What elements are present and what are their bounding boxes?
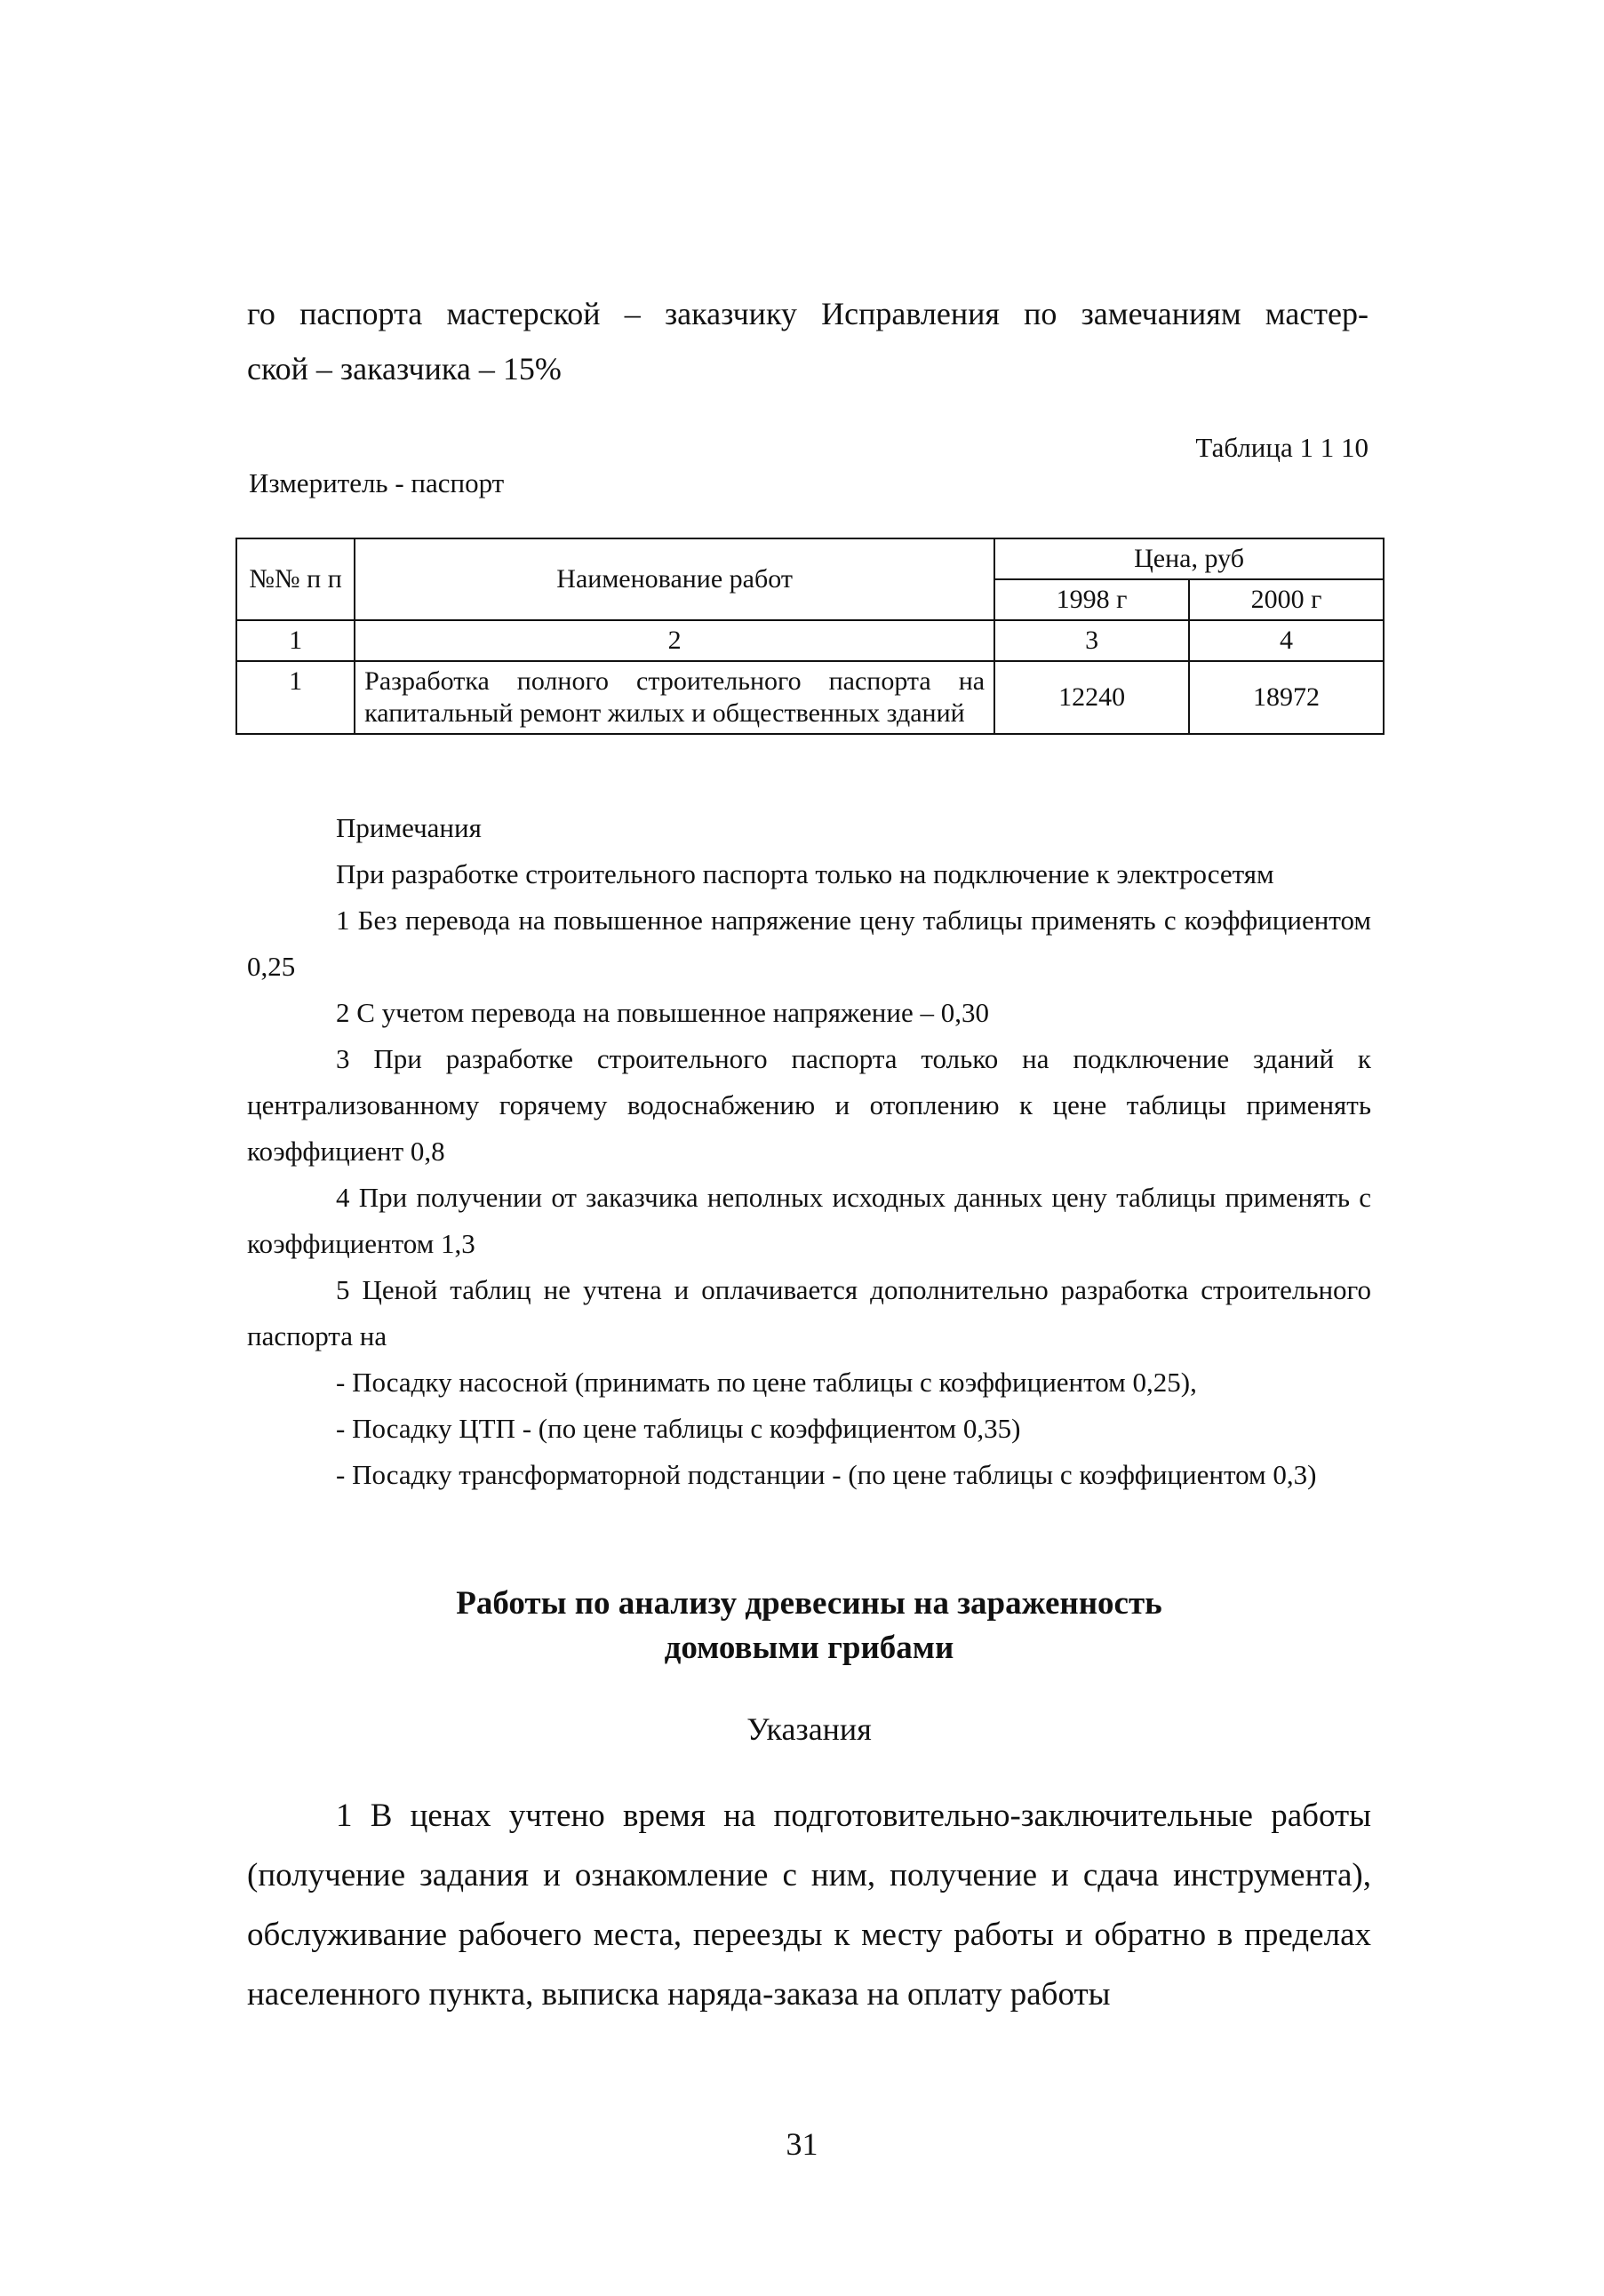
index-cell: 3 — [994, 620, 1189, 661]
row-num: 1 — [236, 661, 355, 734]
subsection-title: Указания — [746, 1711, 872, 1747]
note-subitem: - Посадку ЦТП - (по цене таблицы с коэффициентом 0,35) — [336, 1413, 1021, 1444]
intro-line-1: го паспорта мастерской – заказчику Исправления по замечаниям мастер- — [247, 296, 1369, 331]
note-item: 2 С учетом перевода на повышенное напряжение – 0,30 — [336, 997, 989, 1028]
notes-block — [247, 805, 1371, 1498]
header-year-2000: 2000 г — [1189, 579, 1384, 620]
measurer-label: Измеритель - паспорт — [249, 467, 505, 498]
header-num: №№ п п — [236, 538, 355, 620]
table-row — [236, 661, 1384, 734]
notes-intro: При разработке строительного паспорта только на подключение к электросетям — [336, 858, 1274, 889]
note-item: 1 Без перевода на повышенное напряжение цену таблицы применять с коэффициентом 0,25 — [247, 905, 1371, 982]
note-item: 5 Ценой таблиц не учтена и оплачивается дополнительно разработка строительного паспорта на — [247, 1274, 1371, 1351]
section-body — [247, 1786, 1371, 2024]
section-paragraph: 1 В ценах учтено время на подготовительно-заключительные работы (получение задания и ознакомление с ним, получение и сдача инструмента), обслуживание рабочего места, переезды к месту работы и обратно в пределах населенного пункта, выписка наряда-заказа на оплату работы — [247, 1798, 1371, 2013]
note-subitem: - Посадку трансформаторной подстанции - (по цене таблицы с коэффициентом 0,3) — [336, 1459, 1317, 1490]
intro-line-2: ской – заказчика – 15% — [247, 351, 562, 387]
table-index-row — [236, 620, 1384, 661]
index-cell: 2 — [355, 620, 994, 661]
note-item: 3 При разработке строительного паспорта только на подключение зданий к централизованному горячему водоснабжению и отоплению к цене таблицы применять коэффициент 0,8 — [247, 1043, 1371, 1167]
row-name: Разработка полного строительного паспорта на капитальный ремонт жилых и общественных зданий — [355, 661, 994, 734]
notes-title: Примечания — [336, 812, 482, 843]
row-price-2000: 18972 — [1189, 661, 1384, 734]
table-caption: Таблица 1 1 10 — [1195, 432, 1369, 463]
index-cell: 4 — [1189, 620, 1384, 661]
index-cell: 1 — [236, 620, 355, 661]
note-subitem: - Посадку насосной (принимать по цене таблицы с коэффициентом 0,25), — [336, 1367, 1197, 1398]
section-title — [247, 1582, 1371, 1670]
note-item: 4 При получении от заказчика неполных исходных данных цену таблицы применять с коэффициентом 1,3 — [247, 1182, 1371, 1259]
header-price: Цена, руб — [994, 538, 1384, 579]
row-price-1998: 12240 — [994, 661, 1189, 734]
header-name: Наименование работ — [355, 538, 994, 620]
section-title-line-1: Работы по анализу древесины на зараженность — [456, 1585, 1162, 1622]
header-year-1998: 1998 г — [994, 579, 1189, 620]
table-header-row — [236, 538, 1384, 579]
intro-paragraph — [247, 286, 1369, 396]
section-title-line-2: домовыми грибами — [664, 1630, 954, 1666]
page-number: 31 — [786, 2126, 818, 2162]
price-table — [235, 538, 1385, 735]
